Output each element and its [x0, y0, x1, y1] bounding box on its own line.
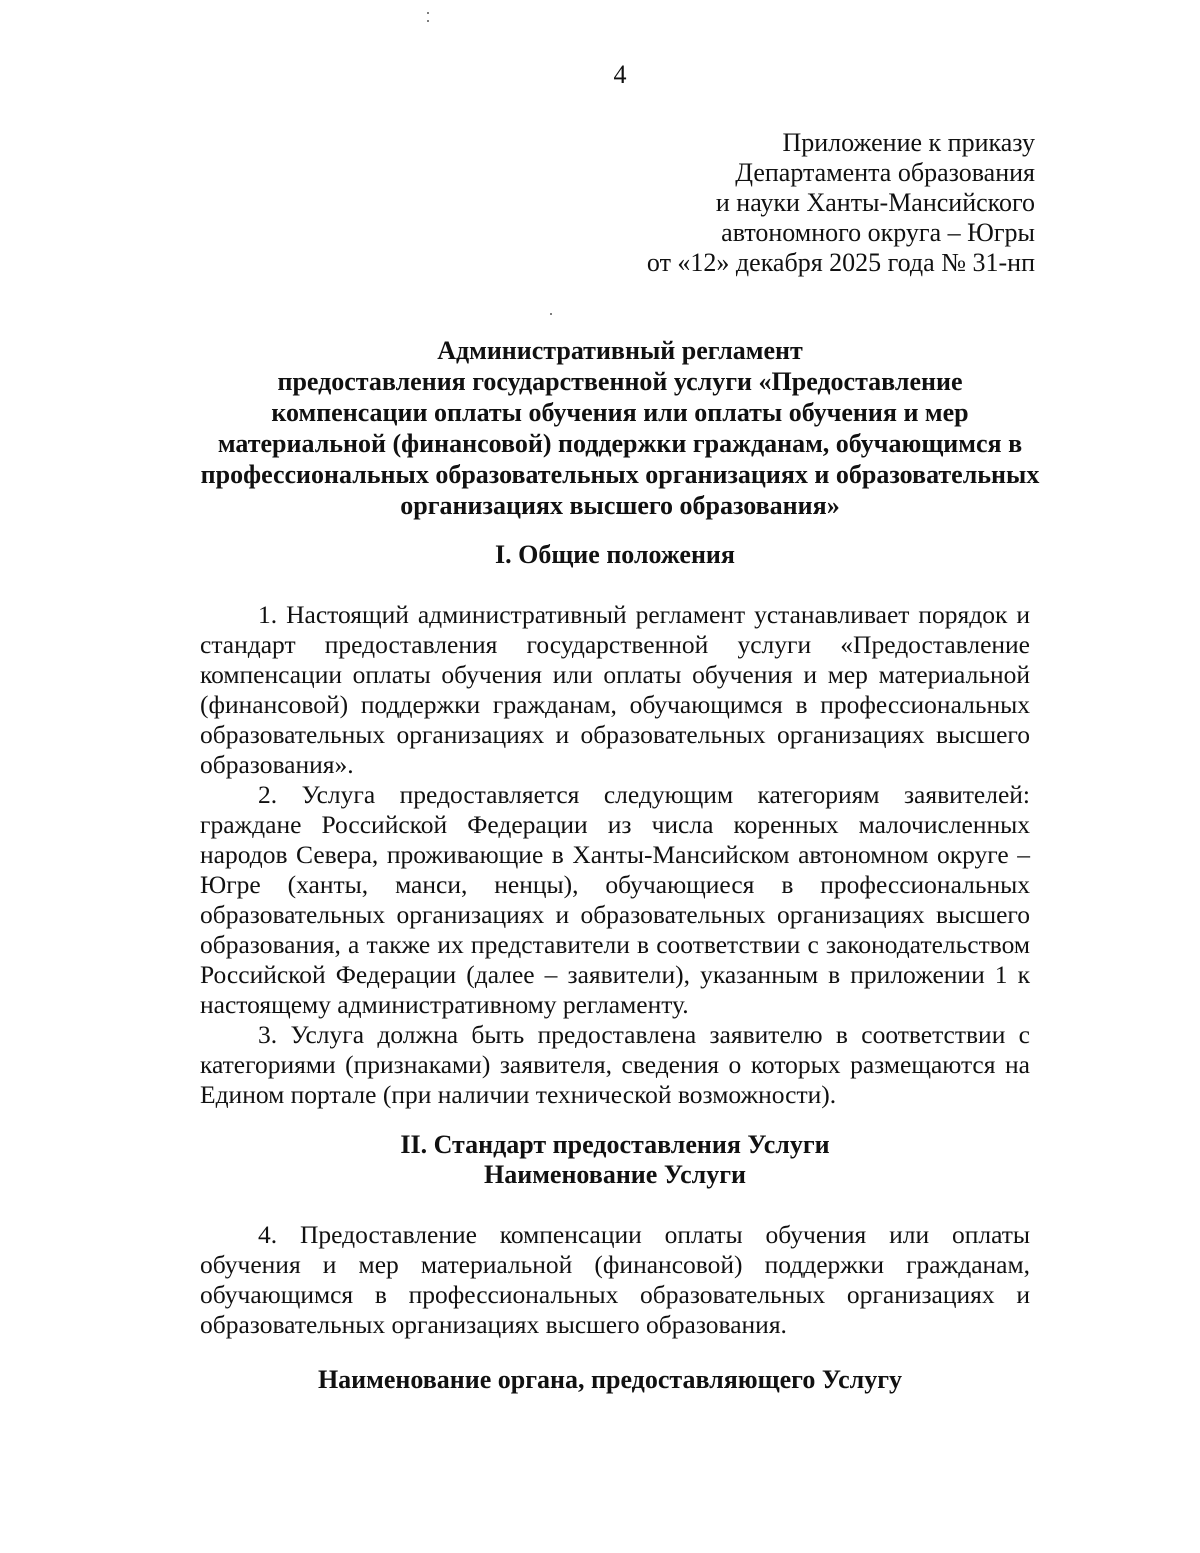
document-title: [180, 335, 1060, 521]
title-line: предоставления государственной услуги «Предоставление: [277, 367, 963, 396]
section-general-body: [200, 600, 1030, 1110]
appendix-line: и науки Ханты-Мансийского: [715, 188, 1035, 217]
scan-speck: [550, 313, 552, 315]
title-line: организациях высшего образования»: [400, 491, 840, 520]
appendix-line: автономного округа – Югры: [721, 218, 1035, 247]
appendix-line: Приложение к приказу: [782, 128, 1035, 157]
title-line: Административный регламент: [437, 336, 803, 365]
section-heading-line: Наименование Услуги: [483, 1160, 747, 1189]
paragraph-1: 1. Настоящий административный регламент устанавливает порядок и стандарт предоставления государственной услуги «Предоставление компенсации оплаты обучения или оплаты обучения и мер материальной (финансовой) поддержки гражданам, обучающимся в профессиональных образовательных организациях и образовательных организациях высшего образования».: [200, 600, 1030, 779]
section-standard-body: [200, 1220, 1030, 1340]
paragraph-3: 3. Услуга должна быть предоставлена заявителю в соответствии с категориями (признаками) заявителя, сведения о которых размещаются на Едином портале (при наличии технической возможности).: [200, 1020, 1030, 1109]
appendix-note: [515, 128, 1035, 278]
paragraph-4: 4. Предоставление компенсации оплаты обучения или оплаты обучения и мер материальной (финансовой) поддержки гражданам, обучающимся в профессиональных образовательных организациях и образовательных организациях высшего образования.: [200, 1220, 1030, 1339]
page-number: 4: [613, 60, 627, 89]
scan-speck: [427, 20, 429, 22]
title-line: профессиональных образовательных организациях и образовательных: [200, 460, 1040, 489]
title-line: компенсации оплаты обучения или оплаты обучения и мер: [271, 398, 969, 427]
title-line: материальной (финансовой) поддержки гражданам, обучающимся в: [217, 429, 1023, 458]
section-heading-standard: [200, 1130, 1030, 1190]
paragraph-2: 2. Услуга предоставляется следующим категориям заявителей: граждане Российской Федерации из числа коренных малочисленных народов Севера, проживающие в Ханты-Мансийском автономном округе – Югре (ханты, манси, ненцы), обучающиеся в профессиональных образовательных организациях и образовательных организациях высшего образования, а также их представители в соответствии с законодательством Российской Федерации (далее – заявители), указанным в приложении 1 к настоящему административному регламенту.: [200, 780, 1030, 1019]
section-heading-general: I. Общие положения: [495, 540, 735, 569]
section-heading-line: II. Стандарт предоставления Услуги: [400, 1130, 830, 1159]
scan-speck: [427, 12, 429, 14]
section-heading-authority: Наименование органа, предоставляющего Услугу: [317, 1365, 903, 1394]
appendix-line: от «12» декабря 2025 года № 31-нп: [646, 248, 1035, 277]
appendix-line: Департамента образования: [735, 158, 1035, 187]
